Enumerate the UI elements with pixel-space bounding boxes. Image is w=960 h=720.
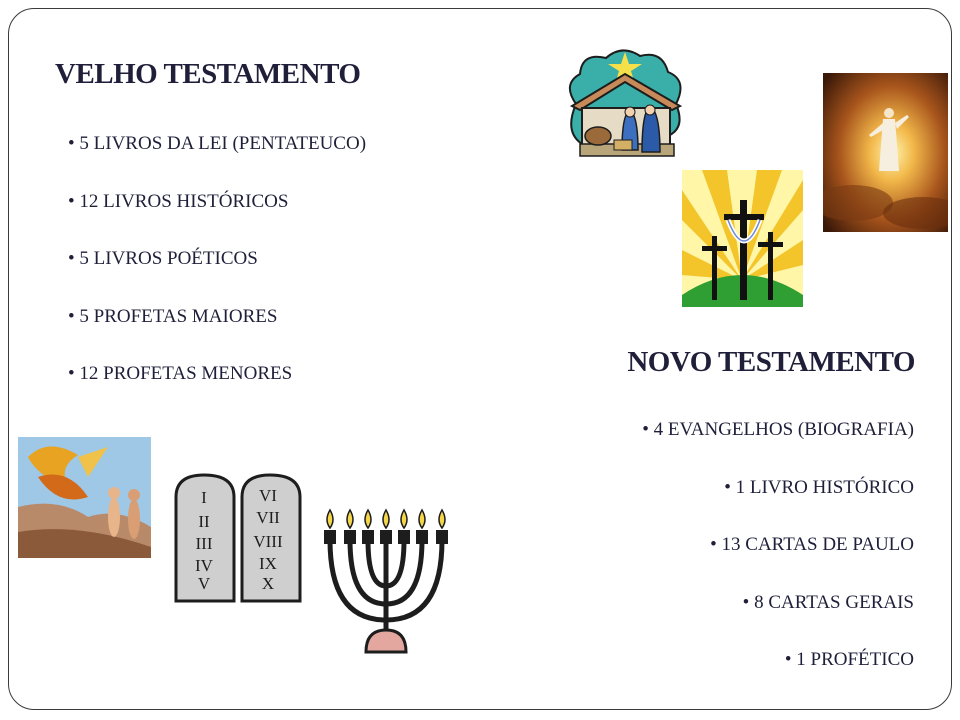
list-item: • 5 LIVROS POÉTICOS — [68, 247, 366, 305]
list-item: • 4 EVANGELHOS (BIOGRAFIA) — [642, 418, 914, 476]
list-item: • 12 PROFETAS MENORES — [68, 362, 366, 420]
tablet-numeral: VIII — [253, 532, 283, 551]
crucifixion-icon — [682, 170, 803, 307]
menorah-icon — [316, 506, 456, 656]
tablet-numeral: II — [198, 512, 210, 531]
nativity-icon — [562, 44, 688, 162]
list-item: • 5 PROFETAS MAIORES — [68, 305, 366, 363]
tablet-numeral: III — [195, 534, 213, 553]
old-testament-title: VELHO TESTAMENTO — [55, 58, 361, 90]
tablet-numeral: V — [197, 574, 211, 593]
tablet-numeral: VI — [259, 486, 277, 505]
tablet-numeral: IV — [195, 556, 213, 575]
tablet-numeral: I — [201, 488, 207, 507]
list-item: • 1 LIVRO HISTÓRICO — [642, 476, 914, 534]
tablet-numeral: IX — [259, 554, 277, 573]
list-item: • 1 PROFÉTICO — [642, 648, 914, 706]
list-item: • 13 CARTAS DE PAULO — [642, 533, 914, 591]
old-testament-list — [68, 132, 366, 420]
new-testament-title: NOVO TESTAMENTO — [627, 346, 915, 378]
tablet-numeral: X — [261, 574, 275, 593]
adam-eve-icon — [18, 437, 151, 558]
list-item: • 12 LIVROS HISTÓRICOS — [68, 190, 366, 248]
tablet-numeral: VII — [256, 508, 280, 527]
list-item: • 5 LIVROS DA LEI (PENTATEUCO) — [68, 132, 366, 190]
list-item: • 8 CARTAS GERAIS — [642, 591, 914, 649]
commandment-tablets-icon — [172, 471, 304, 605]
new-testament-list — [642, 418, 914, 706]
ascension-icon — [823, 73, 948, 232]
